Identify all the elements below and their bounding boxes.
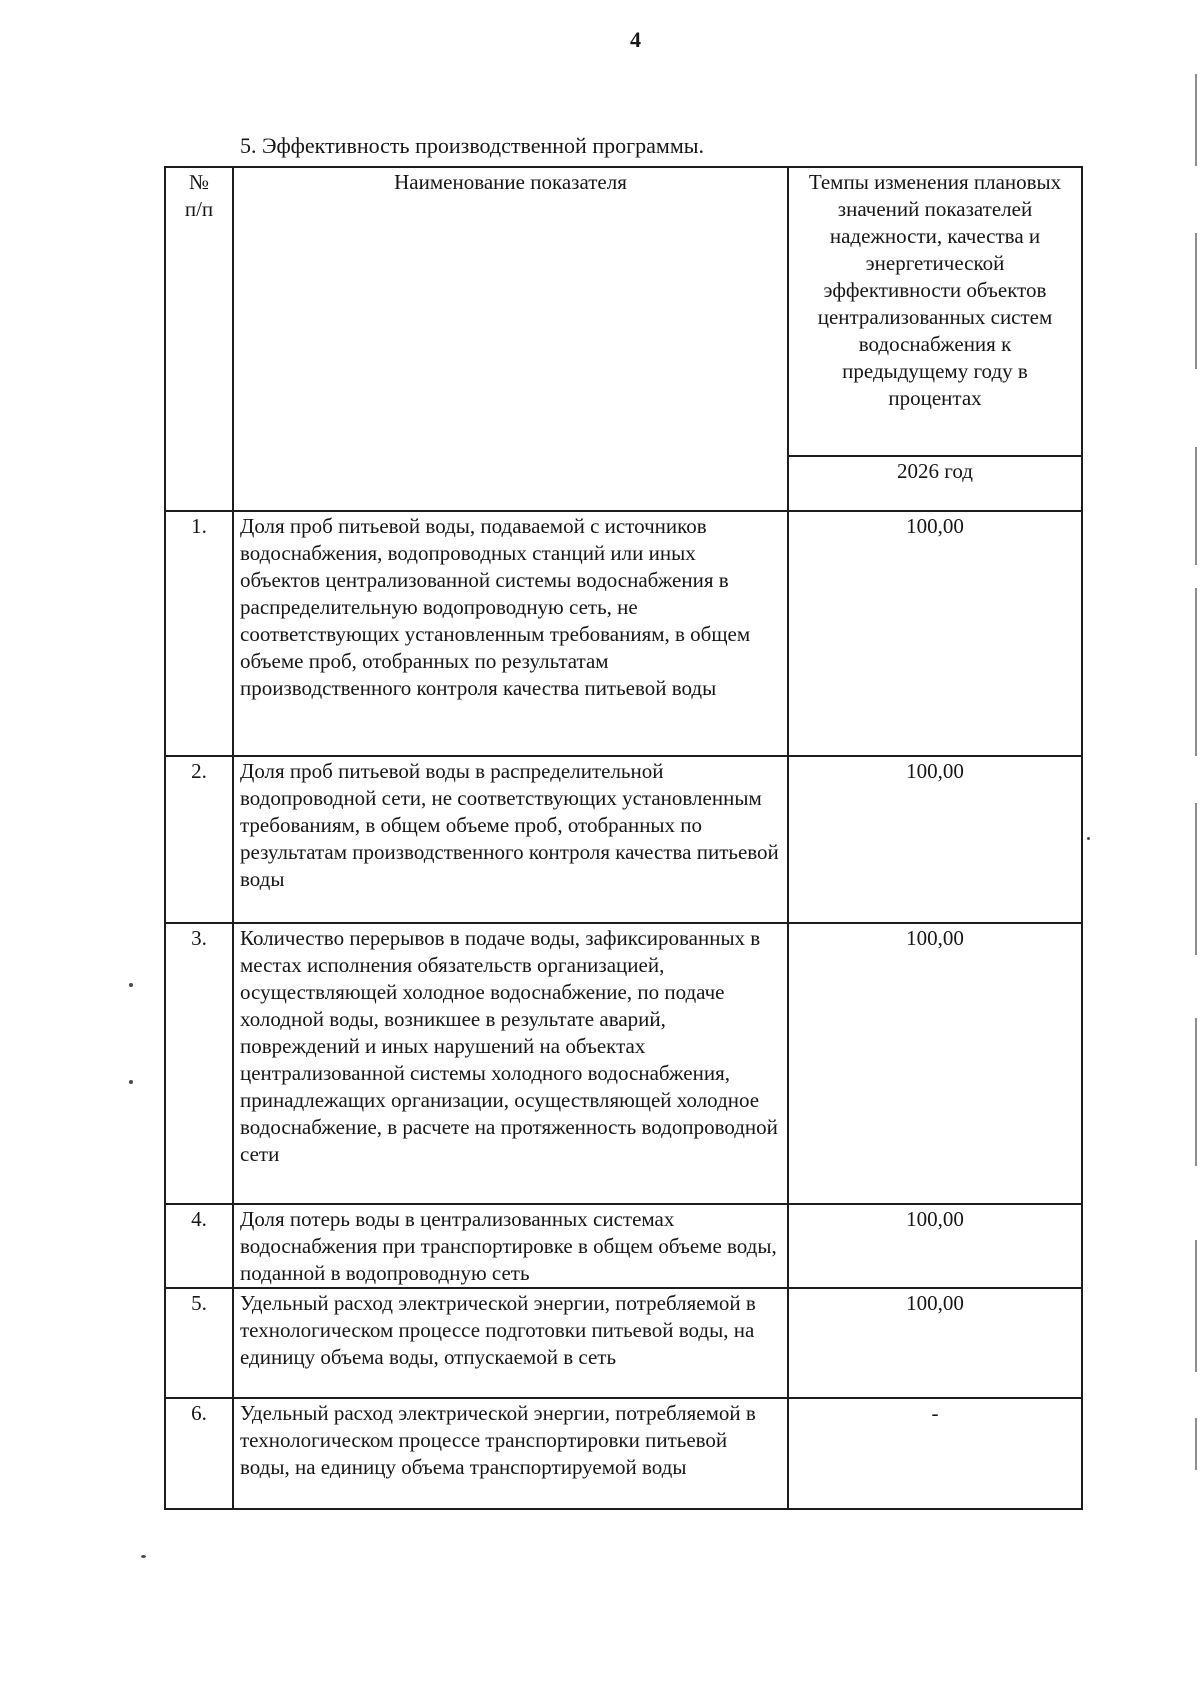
scan-dot — [141, 1555, 146, 1558]
table-row — [165, 1204, 1082, 1288]
col-header-num-line2: п/п — [184, 197, 214, 221]
section-title: 5. Эффективность производственной программы. — [240, 133, 705, 158]
row-number: 6. — [165, 1398, 233, 1509]
scan-artifact-line — [1195, 1240, 1197, 1372]
indicator-name: Доля проб питьевой воды, подаваемой с источников водоснабжения, водопроводных станций или иных объектов централизованной системы водоснабжения в распределительную водопроводную сеть, не соответствующих установленным требованиям, в общем объеме проб, отобранных по результатам производственного контроля качества питьевой воды — [233, 511, 788, 756]
scan-dot — [129, 1080, 133, 1084]
indicator-name: Доля потерь воды в централизованных системах водоснабжения при транспортировке в общем объеме воды, поданной в водопроводную сеть — [233, 1204, 788, 1288]
table-row — [165, 1398, 1082, 1509]
scan-artifact-line — [1195, 74, 1197, 166]
row-number: 1. — [165, 511, 233, 756]
row-number: 5. — [165, 1288, 233, 1398]
efficiency-table — [164, 166, 1083, 1510]
scan-artifact-line — [1195, 803, 1197, 955]
indicator-value: - — [788, 1398, 1082, 1509]
indicator-name: Удельный расход электрической энергии, потребляемой в технологическом процессе подготовки питьевой воды, на единицу объема воды, отпускаемой в сеть — [233, 1288, 788, 1398]
table-row — [165, 756, 1082, 923]
col-header-year: 2026 год — [788, 456, 1082, 511]
indicator-value: 100,00 — [788, 511, 1082, 756]
col-header-num — [165, 167, 233, 511]
table-row — [165, 511, 1082, 756]
indicator-value: 100,00 — [788, 756, 1082, 923]
indicator-value: 100,00 — [788, 923, 1082, 1204]
scan-artifact-line — [1195, 233, 1197, 369]
table-header-row — [165, 167, 1082, 456]
indicator-name: Количество перерывов в подаче воды, зафиксированных в местах исполнения обязательств организацией, осуществляющей холодное водоснабжение, по подаче холодной воды, возникшее в результате аварий, повреждений и иных нарушений на объектах централизованной системы холодного водоснабжения, принадлежащих организации, осуществляющей холодное водоснабжение, в расчете на протяженность водопроводной сети — [233, 923, 788, 1204]
row-number: 2. — [165, 756, 233, 923]
scan-artifact-line — [1195, 1018, 1197, 1166]
table-row — [165, 923, 1082, 1204]
indicator-value: 100,00 — [788, 1288, 1082, 1398]
indicator-value: 100,00 — [788, 1204, 1082, 1288]
scan-dot — [1087, 837, 1090, 840]
scan-artifact-line — [1195, 588, 1197, 756]
row-number: 3. — [165, 923, 233, 1204]
scan-dot — [129, 983, 133, 987]
indicator-name: Удельный расход электрической энергии, потребляемой в технологическом процессе транспортировки питьевой воды, на единицу объема транспортируемой воды — [233, 1398, 788, 1509]
col-header-tempo: Темпы изменения плановых значений показателей надежности, качества и энергетической эффективности объектов централизованных систем водоснабжения к предыдущему году в процентах — [788, 167, 1082, 456]
scan-artifact-line — [1195, 1418, 1197, 1470]
indicator-name: Доля проб питьевой воды в распределительной водопроводной сети, не соответствующих установленным требованиям, в общем объеме проб, отобранных по результатам производственного контроля качества питьевой воды — [233, 756, 788, 923]
table-row — [165, 1288, 1082, 1398]
scan-artifact-line — [1195, 447, 1197, 565]
row-number: 4. — [165, 1204, 233, 1288]
col-header-num-line1: № — [188, 170, 210, 194]
page-number: 4 — [630, 27, 642, 52]
col-header-name: Наименование показателя — [233, 167, 788, 511]
